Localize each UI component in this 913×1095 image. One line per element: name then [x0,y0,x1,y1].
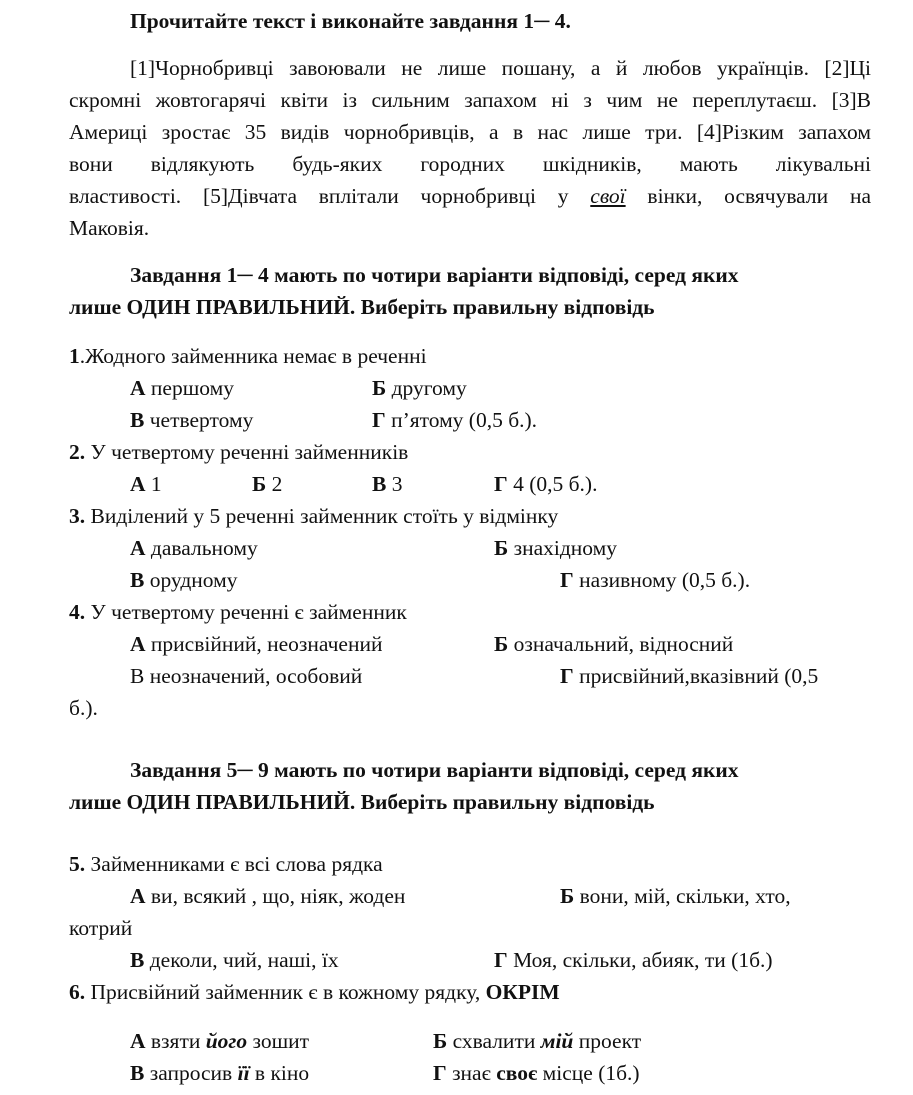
option-b[interactable] [494,538,617,560]
option-letter: Г [494,472,508,496]
question-number: 3. [69,504,86,528]
question-text: У четвертому реченні займенників [85,440,409,464]
option-letter: Г [560,568,574,592]
option-c[interactable] [130,666,362,688]
option-letter: Г [372,408,386,432]
option-letter: А [130,884,146,908]
option-letter: А [130,632,146,656]
question-number: 4. [69,600,86,624]
option-text: знає [446,1061,497,1085]
option-letter: Б [252,472,267,496]
question-number: 1 [69,344,80,368]
instruction-heading [69,297,655,319]
option-b[interactable] [433,1031,641,1053]
option-letter: Г [433,1061,447,1085]
option-letter: В [130,408,145,432]
option-c[interactable] [130,1063,309,1085]
option-letter: В [130,948,145,972]
option-text: вони, мій, скільки, хто, [574,884,791,908]
option-text: другому [386,376,467,400]
option-letter: А [130,1029,146,1053]
passage-text: вінки, освячували на [647,184,871,208]
option-text: орудному [144,568,238,592]
option-text: схвалити [447,1029,541,1053]
option-d[interactable] [494,950,773,972]
option-d[interactable] [433,1063,640,1085]
passage-text: властивості. [5]Дівчата вплітали чорнобривці у [69,184,569,208]
option-text: першому [145,376,234,400]
instruction-text: ОДИН ПРАВИЛЬНИЙ. Виберіть правильну відповідь [126,295,655,319]
option-a[interactable] [130,1031,309,1053]
question-1 [69,346,427,368]
option-letter: В [372,472,387,496]
question-text: Займенниками є всі слова рядка [85,852,383,876]
option-letter: Б [433,1029,448,1053]
instruction-heading [69,792,655,814]
highlighted-pronoun: свої [590,184,626,208]
instruction-text: ОДИН ПРАВИЛЬНИЙ. Виберіть правильну відповідь [126,790,655,814]
option-letter: Г [494,948,508,972]
highlighted-pronoun: своє [496,1061,538,1085]
option-letter: Б [494,632,509,656]
option-text: означальний, відносний [508,632,734,656]
question-2 [69,442,408,464]
option-text: В неозначений, особовий [130,664,363,688]
option-c[interactable] [372,474,402,496]
option-letter: Б [372,376,387,400]
option-text: п’ятому (0,5 б.). [385,408,538,432]
question-5 [69,854,383,876]
option-text: присвійний,вказівний (0,5 [573,664,819,688]
option-text: 3 [386,472,403,496]
option-letter: Б [494,536,509,560]
option-letter: А [130,376,146,400]
option-c[interactable] [130,570,237,592]
option-a[interactable] [130,538,258,560]
option-b[interactable] [494,634,733,656]
question-6 [69,982,560,1004]
option-a[interactable] [130,634,382,656]
question-number: 5. [69,852,86,876]
option-d[interactable] [560,570,750,592]
passage-line: [1]Чорнобривці завоювали не лише пошану, а й любов українців. [2]Ці [130,56,871,80]
option-text: деколи, чий, наші, їх [144,948,339,972]
question-number: 2. [69,440,86,464]
option-letter: А [130,472,146,496]
option-text: присвійний, неозначений [145,632,383,656]
passage-line: вони відлякують будь-яких городних шкідників, мають лікувальні [69,152,871,176]
option-letter: Г [560,664,574,688]
instruction-text: лише [69,295,127,319]
option-c[interactable] [130,410,253,432]
option-letter: В [130,568,145,592]
option-d[interactable] [494,474,597,496]
question-4 [69,602,407,624]
highlighted-pronoun: її [237,1061,250,1085]
highlighted-pronoun: мій [540,1029,574,1053]
instruction-heading: Завдання 5─ 9 мають по чотири варіанти відповіді, серед яких [130,758,739,782]
question-text: У четвертому реченні є займенник [85,600,407,624]
option-text: взяти [145,1029,206,1053]
option-text: ви, всякий , що, ніяк, жоден [145,884,406,908]
option-text: запросив [144,1061,238,1085]
option-text: знахідному [508,536,617,560]
option-text: проект [573,1029,642,1053]
option-text: 4 (0,5 б.). [507,472,598,496]
option-text: зошит [247,1029,310,1053]
option-letter: А [130,536,146,560]
passage-line: Америці зростає 35 видів чорнобривців, а в нас лише три. [4]Різким запахом [69,120,871,144]
option-text: 2 [266,472,283,496]
option-text: давальному [145,536,258,560]
option-d[interactable] [372,410,537,432]
passage-line: Маковія. [69,216,150,240]
option-letter: Б [560,884,575,908]
option-a[interactable] [130,378,234,400]
highlighted-pronoun: його [205,1029,248,1053]
option-b[interactable] [372,378,467,400]
option-letter: В [130,1061,145,1085]
option-b[interactable] [560,886,791,908]
passage-line: скромні жовтогарячі квіти із сильним запахом ні з чим не переплутаєш. [3]В [69,88,871,112]
option-a[interactable] [130,886,405,908]
question-number: 6. [69,980,86,1004]
option-text: в кіно [249,1061,310,1085]
option-d[interactable] [560,666,818,688]
question-text: Присвійний займенник є в кожному рядку, [85,980,486,1004]
option-c[interactable] [130,950,339,972]
option-a[interactable] [130,474,162,496]
option-b-continuation: котрий [69,916,133,940]
instruction-text: лише [69,790,127,814]
option-b[interactable] [252,474,282,496]
option-text: місце (1б.) [537,1061,640,1085]
passage-line [69,186,871,208]
option-text: Моя, скільки, абияк, ти (1б.) [507,948,773,972]
question-3 [69,506,558,528]
question-emphasis: ОКРІМ [485,980,560,1004]
option-text: називному (0,5 б.). [573,568,751,592]
page-title: Прочитайте текст і виконайте завдання 1─ 4. [130,9,571,33]
option-text: четвертому [144,408,254,432]
instruction-heading: Завдання 1─ 4 мають по чотири варіанти відповіді, серед яких [130,263,739,287]
option-text: 1 [145,472,162,496]
question-text: Виділений у 5 реченні займенник стоїть у відмінку [85,504,559,528]
question-text: .Жодного займенника немає в реченні [79,344,427,368]
option-d-continuation: б.). [69,696,98,720]
